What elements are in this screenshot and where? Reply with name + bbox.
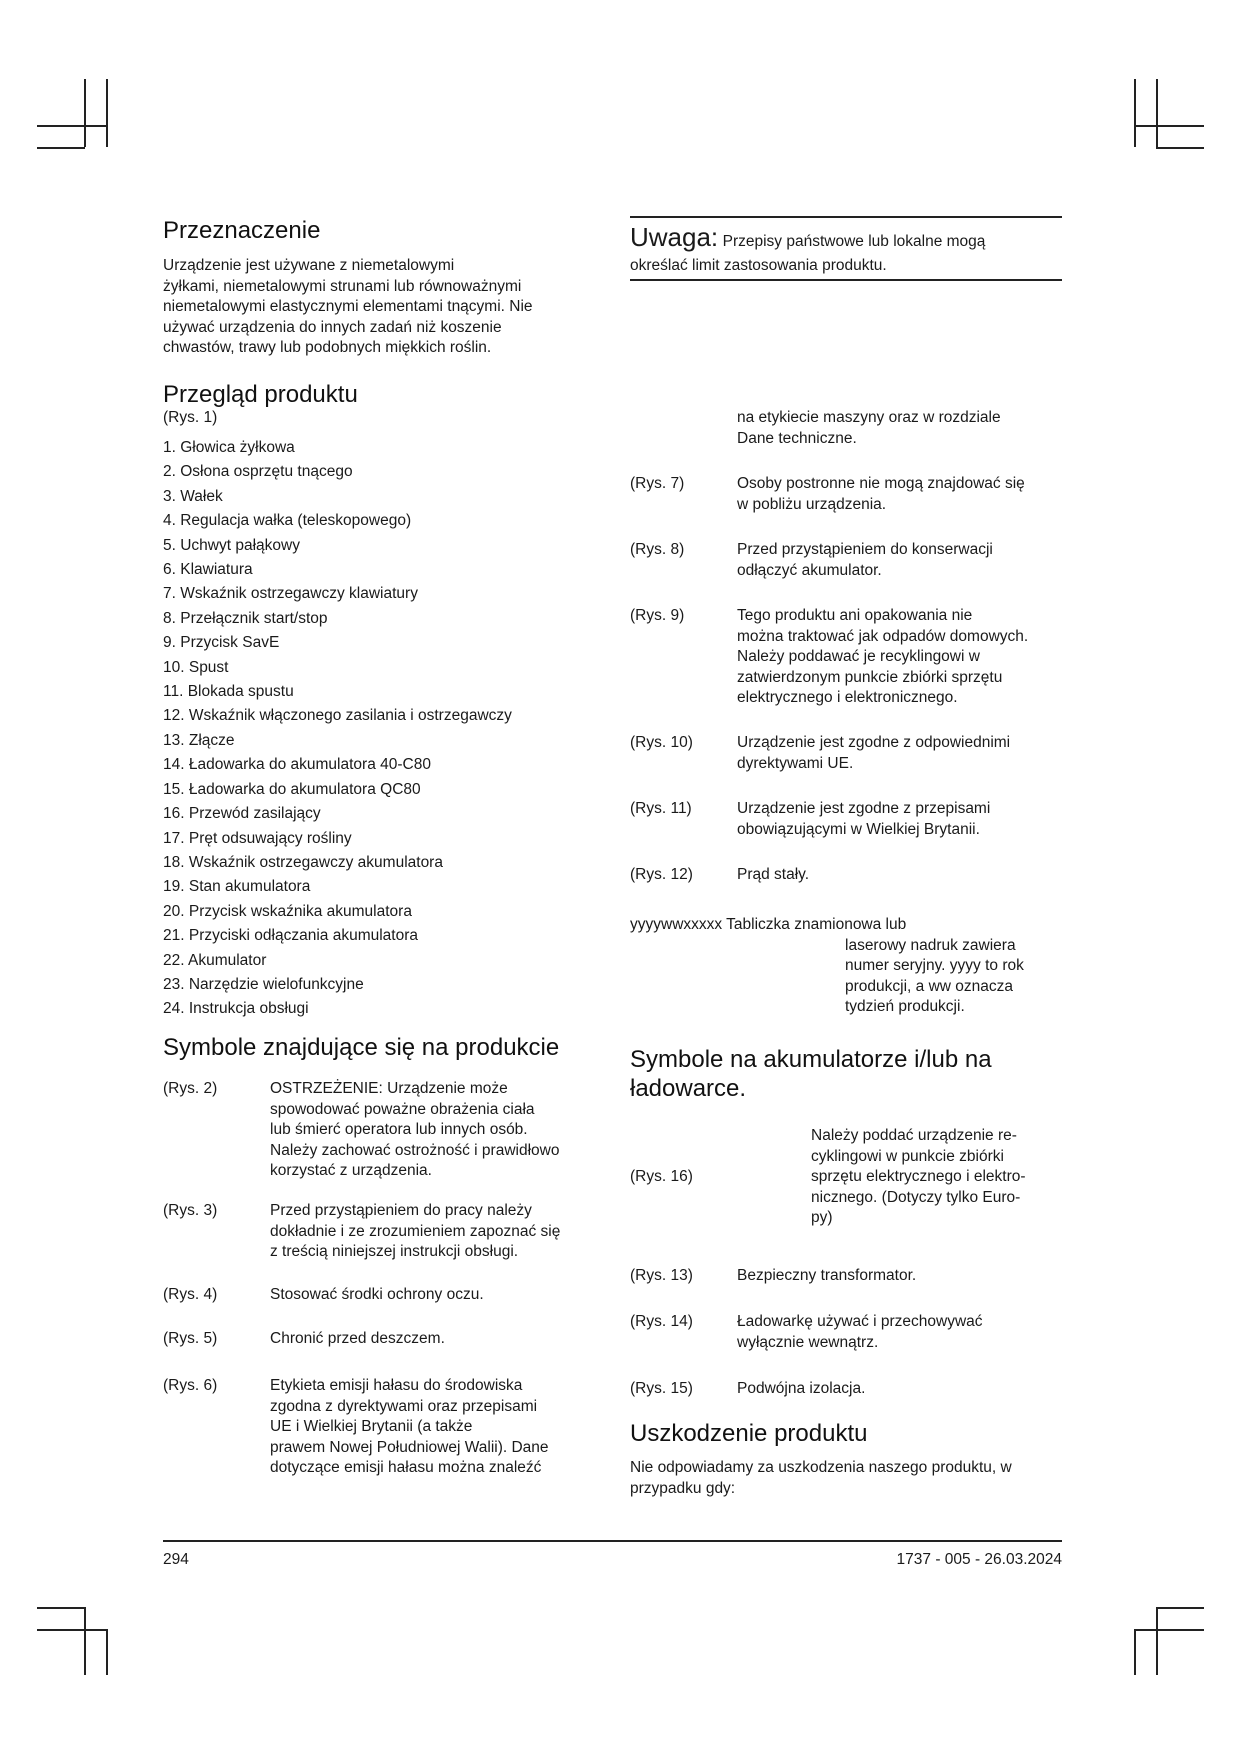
text-line: Przed przystąpieniem do pracy należy bbox=[270, 1202, 532, 1219]
figure-ref: (Rys. 1) bbox=[163, 409, 218, 426]
symbol-description bbox=[737, 1379, 1062, 1400]
text-line: dyrektywami UE. bbox=[737, 754, 854, 772]
figure-ref: (Rys. 3) bbox=[163, 1202, 218, 1219]
note-top-rule bbox=[630, 216, 1062, 218]
text-line: zgodna z dyrektywami oraz przepisami bbox=[270, 1397, 538, 1415]
text-line: py) bbox=[811, 1209, 833, 1226]
uszkodzenie-text bbox=[630, 1458, 1012, 1499]
crop-mark bbox=[106, 1629, 108, 1675]
list-item: 6. Klawiatura bbox=[163, 561, 253, 579]
figure-ref: (Rys. 12) bbox=[630, 866, 693, 883]
symbol-description bbox=[737, 733, 1062, 774]
text-line: Ładowarkę używać i przechowywać bbox=[737, 1313, 983, 1330]
text-line: lub śmierć operatora lub innych osób. bbox=[270, 1121, 528, 1138]
note-title: Uwaga: bbox=[630, 222, 719, 252]
figure-ref: (Rys. 7) bbox=[630, 475, 685, 492]
text-line: z treścią niniejszej instrukcji obsługi. bbox=[270, 1243, 519, 1260]
text-line: wyłącznie wewnątrz. bbox=[737, 1333, 879, 1351]
symbol-description bbox=[737, 1266, 1062, 1287]
left-column bbox=[163, 0, 603, 1754]
crop-mark bbox=[84, 79, 86, 147]
crop-mark bbox=[37, 1629, 107, 1631]
text-line: Stosować środki ochrony oczu. bbox=[270, 1286, 484, 1303]
heading-symbole-produkt: Symbole znajdujące się na produkcie bbox=[163, 1034, 560, 1061]
list-item: 15. Ładowarka do akumulatora QC80 bbox=[163, 780, 421, 798]
text-line: produkcji, a ww oznacza bbox=[845, 977, 1013, 995]
crop-mark bbox=[106, 79, 108, 147]
note-text: Przepisy państwowe lub lokalne mogą bbox=[722, 233, 986, 250]
text-line: Dane techniczne. bbox=[737, 429, 857, 447]
note-box bbox=[630, 223, 1062, 276]
crop-mark bbox=[1134, 1629, 1204, 1631]
list-item: 9. Przycisk SavE bbox=[163, 634, 280, 652]
text-line: dokładnie i ze zrozumieniem zapoznać się bbox=[270, 1222, 561, 1240]
text-line: korzystać z urządzenia. bbox=[270, 1162, 432, 1179]
heading-przeznaczenie: Przeznaczenie bbox=[163, 217, 321, 244]
crop-mark bbox=[84, 1607, 86, 1675]
crop-mark bbox=[37, 147, 85, 149]
list-item: 23. Narzędzie wielofunkcyjne bbox=[163, 975, 364, 993]
text-line: w pobliżu urządzenia. bbox=[737, 495, 887, 513]
list-item: 2. Osłona osprzętu tnącego bbox=[163, 463, 353, 481]
symbol-description bbox=[270, 1329, 605, 1350]
text-line: żyłkami, niemetalowymi strunami lub równoważnymi bbox=[163, 277, 522, 295]
symbol-description bbox=[737, 865, 1062, 886]
text-line: Podwójna izolacja. bbox=[737, 1380, 866, 1397]
text-line: OSTRZEŻENIE: Urządzenie może bbox=[270, 1080, 508, 1097]
heading-line: Symbole na akumulatorze i/lub na bbox=[630, 1046, 992, 1073]
text-line: Należy zachować ostrożność i prawidłowo bbox=[270, 1141, 560, 1159]
list-item: 3. Wałek bbox=[163, 487, 223, 505]
list-item: 24. Instrukcja obsługi bbox=[163, 1000, 309, 1018]
serial-number-info bbox=[630, 915, 1062, 1018]
figure-ref: (Rys. 13) bbox=[630, 1267, 693, 1284]
text-line: prawem Nowej Południowej Walii). Dane bbox=[270, 1438, 549, 1456]
symbol-description bbox=[270, 1079, 605, 1182]
symbol-description bbox=[270, 1376, 605, 1479]
text-line: Tabliczka znamionowa lub bbox=[726, 916, 907, 933]
text-line: Osoby postronne nie mogą znajdować się bbox=[737, 475, 1025, 492]
text-line: Urządzenie jest zgodne z odpowiednimi bbox=[737, 734, 1011, 751]
text-line: Etykieta emisji hałasu do środowiska bbox=[270, 1377, 523, 1394]
crop-mark bbox=[1156, 1607, 1204, 1609]
heading-line: ładowarce. bbox=[630, 1075, 747, 1102]
crop-mark bbox=[1134, 79, 1136, 147]
przeznaczenie-text bbox=[163, 256, 533, 359]
list-item: 20. Przycisk wskaźnika akumulatora bbox=[163, 902, 412, 920]
list-item: 17. Pręt odsuwający rośliny bbox=[163, 829, 352, 847]
crop-mark bbox=[1156, 1607, 1158, 1675]
figure-ref: (Rys. 15) bbox=[630, 1380, 693, 1397]
crop-mark bbox=[1156, 147, 1204, 149]
text-line: Nie odpowiadamy za uszkodzenia naszego produktu, w bbox=[630, 1459, 1012, 1476]
text-line: niemetalowymi elastycznymi elementami tnącymi. Nie bbox=[163, 298, 533, 315]
heading-uszkodzenie: Uszkodzenie produktu bbox=[630, 1420, 868, 1447]
list-item: 5. Uchwyt pałąkowy bbox=[163, 536, 300, 554]
text-line: obowiązującymi w Wielkiej Brytanii. bbox=[737, 820, 980, 838]
text-line: spowodować poważne obrażenia ciała bbox=[270, 1100, 535, 1118]
text-line: można traktować jak odpadów domowych. bbox=[737, 627, 1029, 645]
list-item: 10. Spust bbox=[163, 658, 229, 676]
text-line: laserowy nadruk zawiera bbox=[845, 936, 1016, 954]
document-code: 1737 - 005 - 26.03.2024 bbox=[896, 1551, 1062, 1568]
serial-first-line bbox=[630, 915, 1062, 936]
figure-ref: (Rys. 2) bbox=[163, 1080, 218, 1097]
heading-przeglad-produktu: Przegląd produktu bbox=[163, 381, 358, 408]
right-column bbox=[630, 0, 1062, 1754]
serial-description bbox=[845, 936, 1062, 1018]
crop-mark bbox=[37, 1607, 85, 1609]
figure-ref: (Rys. 6) bbox=[163, 1377, 218, 1394]
note-bottom-rule bbox=[630, 279, 1062, 281]
symbol-description bbox=[270, 1285, 605, 1306]
text-line: Należy poddać urządzenie re- bbox=[811, 1127, 1017, 1144]
list-item: 22. Akumulator bbox=[163, 951, 267, 969]
text-line: dotyczące emisji hałasu można znaleźć bbox=[270, 1459, 542, 1476]
text-line: Urządzenie jest zgodne z przepisami bbox=[737, 800, 991, 817]
text-line: Chronić przed deszczem. bbox=[270, 1330, 445, 1347]
text-line: UE i Wielkiej Brytanii (a także bbox=[270, 1418, 473, 1435]
text-line: chwastów, trawy lub podobnych miękkich roślin. bbox=[163, 339, 492, 356]
list-item: 11. Blokada spustu bbox=[163, 683, 294, 701]
text-line: przypadku gdy: bbox=[630, 1479, 736, 1497]
list-item: 14. Ładowarka do akumulatora 40-C80 bbox=[163, 756, 431, 774]
symbol-description bbox=[737, 408, 1062, 449]
list-item: 19. Stan akumulatora bbox=[163, 878, 311, 896]
symbol-description bbox=[737, 799, 1062, 840]
text-line: używać urządzenia do innych zadań niż koszenie bbox=[163, 318, 502, 336]
text-line: na etykiecie maszyny oraz w rozdziale bbox=[737, 409, 1001, 426]
text-line: Przed przystąpieniem do konserwacji bbox=[737, 541, 993, 558]
figure-ref: (Rys. 14) bbox=[630, 1313, 693, 1330]
figure-ref: (Rys. 4) bbox=[163, 1286, 218, 1303]
list-item: 4. Regulacja wałka (teleskopowego) bbox=[163, 512, 412, 530]
figure-ref: (Rys. 11) bbox=[630, 800, 692, 817]
figure-ref: (Rys. 8) bbox=[630, 541, 685, 558]
symbol-description bbox=[811, 1126, 1061, 1229]
serial-code: yyyywwxxxxx bbox=[630, 916, 723, 933]
list-item: 13. Złącze bbox=[163, 731, 235, 749]
symbol-description bbox=[737, 606, 1062, 709]
figure-ref: (Rys. 16) bbox=[630, 1168, 693, 1185]
symbol-description bbox=[737, 1312, 1062, 1353]
symbol-description bbox=[270, 1201, 605, 1263]
text-line: Prąd stały. bbox=[737, 866, 810, 883]
list-item: 8. Przełącznik start/stop bbox=[163, 609, 328, 627]
crop-mark bbox=[1156, 79, 1158, 147]
figure-ref: (Rys. 5) bbox=[163, 1330, 218, 1347]
text-line: cyklingowi w punkcie zbiórki bbox=[811, 1147, 1004, 1165]
list-item: 1. Głowica żyłkowa bbox=[163, 439, 295, 456]
text-line: numer seryjny. yyyy to rok bbox=[845, 957, 1024, 974]
text-line: Urządzenie jest używane z niemetalowymi bbox=[163, 257, 455, 274]
symbol-description bbox=[737, 540, 1062, 581]
text-line: tydzień produkcji. bbox=[845, 998, 965, 1015]
figure-ref: (Rys. 9) bbox=[630, 607, 685, 624]
text-line: sprzętu elektrycznego i elektro- bbox=[811, 1168, 1026, 1185]
list-item: 18. Wskaźnik ostrzegawczy akumulatora bbox=[163, 853, 443, 871]
figure-ref: (Rys. 10) bbox=[630, 734, 693, 751]
crop-mark bbox=[1134, 1629, 1136, 1675]
text-line: nicznego. (Dotyczy tylko Euro- bbox=[811, 1188, 1021, 1206]
product-parts-list bbox=[163, 436, 512, 1022]
text-line: Tego produktu ani opakowania nie bbox=[737, 607, 973, 624]
text-line: Bezpieczny transformator. bbox=[737, 1267, 917, 1284]
list-item: 16. Przewód zasilający bbox=[163, 805, 321, 823]
heading-symbole-akumulator bbox=[630, 1045, 992, 1103]
list-item: 12. Wskaźnik włączonego zasilania i ostrzegawczy bbox=[163, 707, 512, 725]
text-line: Należy poddawać je recyklingowi w bbox=[737, 648, 980, 665]
note-text: określać limit zastosowania produktu. bbox=[630, 257, 887, 274]
text-line: zatwierdzonym punkcie zbiórki sprzętu bbox=[737, 668, 1003, 686]
crop-mark bbox=[1134, 125, 1204, 127]
footer-rule bbox=[163, 1540, 1062, 1542]
page-number: 294 bbox=[163, 1551, 189, 1568]
list-item: 7. Wskaźnik ostrzegawczy klawiatury bbox=[163, 585, 418, 603]
crop-mark bbox=[37, 125, 107, 127]
symbol-description bbox=[737, 474, 1062, 515]
text-line: odłączyć akumulator. bbox=[737, 561, 882, 579]
list-item: 21. Przyciski odłączania akumulatora bbox=[163, 927, 419, 945]
text-line: elektrycznego i elektronicznego. bbox=[737, 689, 958, 706]
